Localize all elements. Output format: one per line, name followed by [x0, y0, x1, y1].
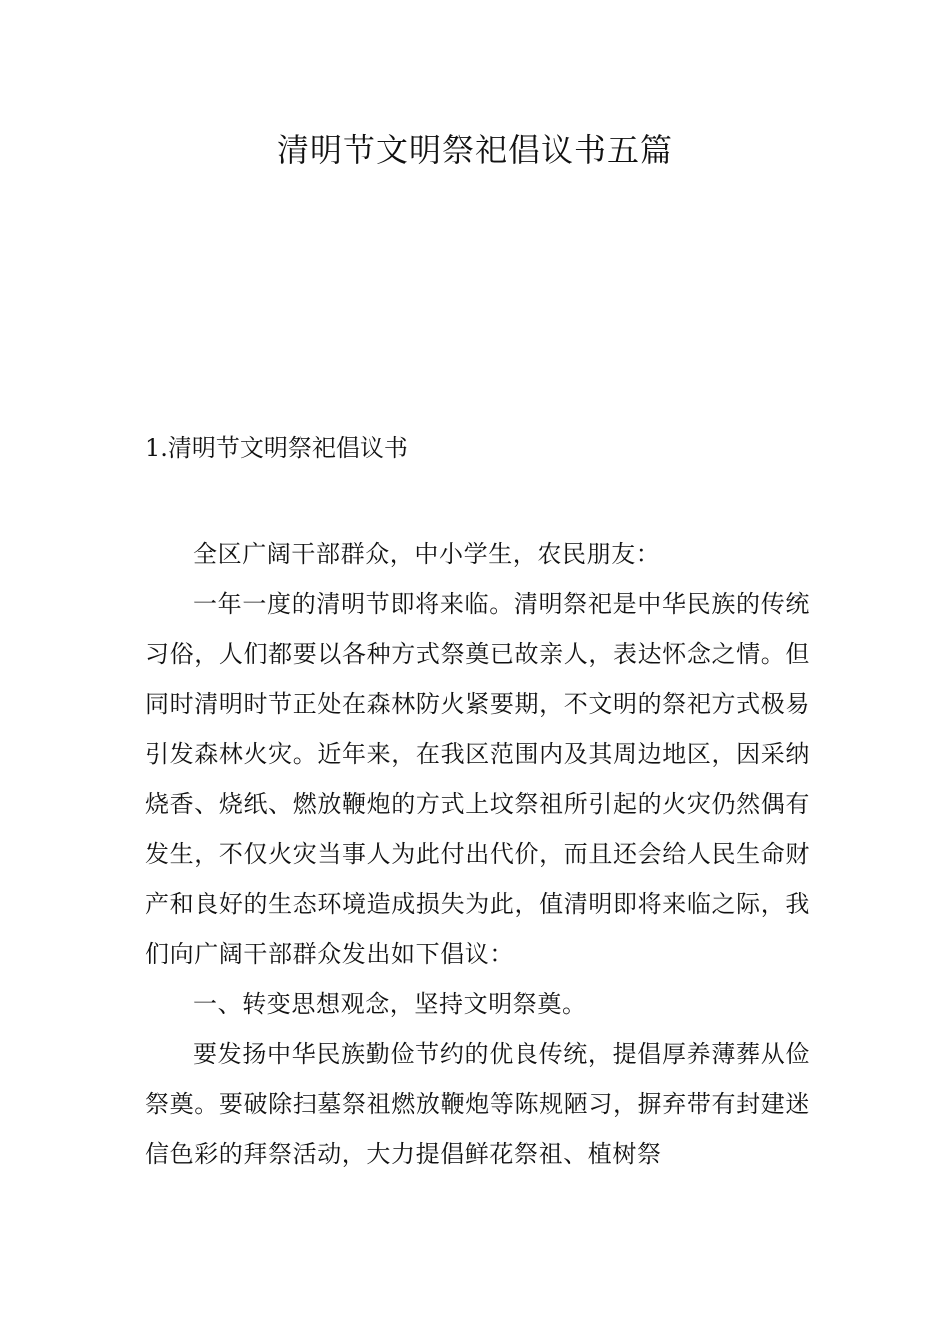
document-body — [145, 529, 810, 1179]
body-paragraph: 一年一度的清明节即将来临。清明祭祀是中华民族的传统习俗，人们都要以各种方式祭奠已故亲人，表达怀念之情。但同时清明时节正处在森林防火紧要期，不文明的祭祀方式极易引发森林火灾。近年来，在我区范围内及其周边地区，因采纳烧香、烧纸、燃放鞭炮的方式上坟祭祖所引起的火灾仍然偶有发生，不仅火灾当事人为此付出代价，而且还会给人民生命财产和良好的生态环境造成损失为此，值清明即将来临之际，我们向广阔干部群众发出如下倡议： — [145, 590, 810, 968]
body-paragraph: 要发扬中华民族勤俭节约的优良传统，提倡厚养薄葬从俭祭奠。要破除扫墓祭祖燃放鞭炮等陈规陋习，摒弃带有封建迷信色彩的拜祭活动，大力提倡鲜花祭祖、植树祭 — [145, 1040, 810, 1168]
document-title: 清明节文明祭祀倡议书五篇 — [276, 131, 673, 169]
salutation-paragraph: 全区广阔干部群众，中小学生，农民朋友： — [193, 540, 661, 568]
point-heading-paragraph: 一、转变思想观念，坚持文明祭奠。 — [193, 990, 587, 1018]
section-heading: 1.清明节文明祭祀倡议书 — [145, 434, 408, 462]
